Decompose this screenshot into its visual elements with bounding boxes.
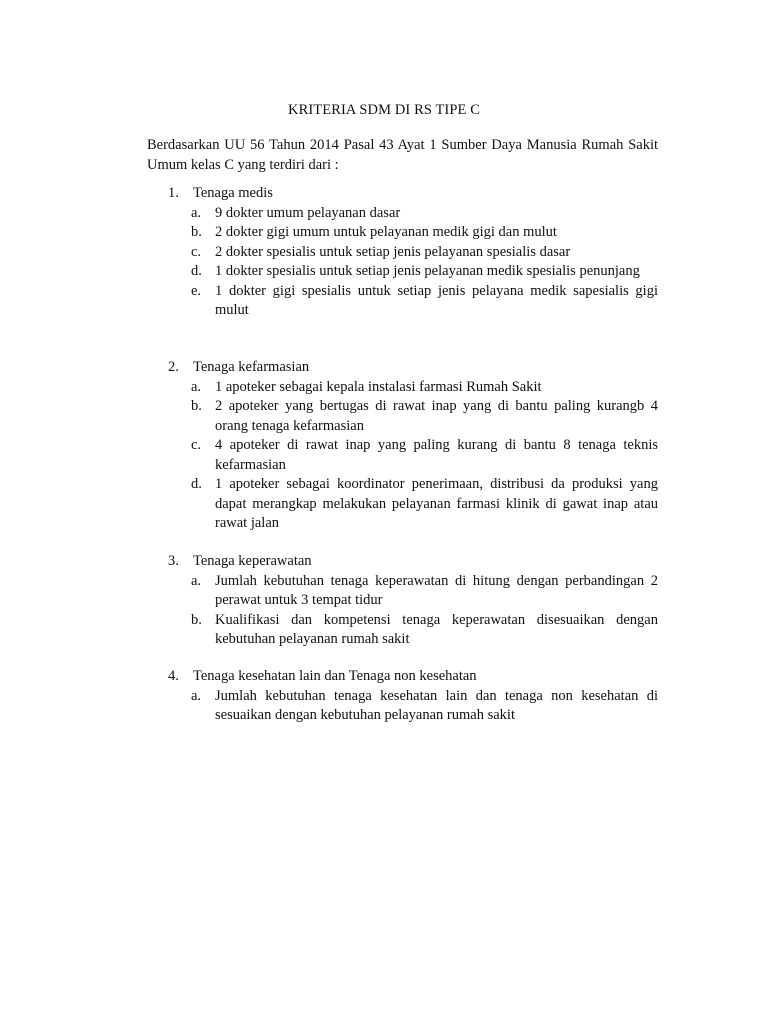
section-item-list xyxy=(147,378,658,534)
section-tenaga-keperawatan xyxy=(147,552,658,650)
section-number: 2. xyxy=(168,359,179,375)
section-heading-text: Tenaga kefarmasian xyxy=(193,359,310,375)
section-number: 3. xyxy=(168,553,179,569)
section-tenaga-medis xyxy=(147,184,658,321)
item-letter: a. xyxy=(191,378,202,395)
list-item xyxy=(147,572,658,611)
item-text: Jumlah kebutuhan tenaga kesehatan lain dan tenaga non kesehatan di sesuaikan dengan kebutuhan pelayanan rumah sakit xyxy=(215,687,658,723)
section-heading-text: Tenaga medis xyxy=(193,185,273,201)
section-heading-text: Tenaga keperawatan xyxy=(193,553,312,569)
item-letter: a. xyxy=(191,687,202,704)
item-text: 1 apoteker sebagai kepala instalasi farmasi Rumah Sakit xyxy=(215,378,542,395)
section-number: 1. xyxy=(168,185,179,201)
section-tenaga-kefarmasian xyxy=(147,358,658,534)
section-item-list xyxy=(147,204,658,321)
section-item-list xyxy=(147,687,658,726)
section-heading-text: Tenaga kesehatan lain dan Tenaga non kesehatan xyxy=(193,668,477,684)
item-letter: d. xyxy=(191,263,202,279)
section-item-list xyxy=(147,572,658,650)
section-heading xyxy=(147,184,658,204)
item-letter: b. xyxy=(191,611,202,628)
item-text: 2 dokter gigi umum untuk pelayanan medik gigi dan mulut xyxy=(215,224,557,240)
item-text: Kualifikasi dan kompetensi tenaga keperawatan disesuaikan dengan kebutuhan pelayanan rumah sakit xyxy=(215,611,658,647)
section-heading xyxy=(147,358,658,378)
item-letter: a. xyxy=(191,204,202,221)
list-item xyxy=(147,223,658,243)
list-item xyxy=(147,397,658,436)
item-text: 1 dokter gigi spesialis untuk setiap jenis pelayana medik sapesialis gigi mulut xyxy=(215,282,658,318)
item-letter: c. xyxy=(191,437,202,453)
list-item xyxy=(147,204,658,224)
section-heading xyxy=(147,667,658,687)
list-item xyxy=(147,687,658,726)
item-letter: b. xyxy=(191,398,202,414)
section-number: 4. xyxy=(168,668,179,684)
list-item xyxy=(147,243,658,263)
list-item xyxy=(147,282,658,321)
item-letter: c. xyxy=(191,243,202,260)
item-letter: e. xyxy=(191,282,202,299)
item-text: 2 dokter spesialis untuk setiap jenis pelayanan spesialis dasar xyxy=(215,243,571,260)
item-text: 9 dokter umum pelayanan dasar xyxy=(215,204,401,221)
section-tenaga-kesehatan-lain xyxy=(147,667,658,726)
item-letter: b. xyxy=(191,224,202,240)
list-item xyxy=(147,436,658,475)
list-item xyxy=(147,611,658,650)
list-item xyxy=(147,262,658,282)
item-text: 2 apoteker yang bertugas di rawat inap yang di bantu paling kurangb 4 orang tenaga kefarmasian xyxy=(215,398,658,434)
document-title: KRITERIA SDM DI RS TIPE C xyxy=(288,102,480,118)
item-text: 4 apoteker di rawat inap yang paling kurang di bantu 8 tenaga teknis kefarmasian xyxy=(215,437,658,473)
list-item xyxy=(147,378,658,398)
section-heading xyxy=(147,552,658,572)
item-text: 1 dokter spesialis untuk setiap jenis pelayanan medik spesialis penunjang xyxy=(215,263,640,279)
item-letter: d. xyxy=(191,476,202,492)
intro-paragraph: Berdasarkan UU 56 Tahun 2014 Pasal 43 Ayat 1 Sumber Daya Manusia Rumah Sakit Umum kelas C yang terdiri dari : xyxy=(147,137,658,173)
item-letter: a. xyxy=(191,572,202,589)
item-text: Jumlah kebutuhan tenaga keperawatan di hitung dengan perbandingan 2 perawat untuk 3 tempat tidur xyxy=(215,572,658,608)
list-item xyxy=(147,475,658,534)
item-text: 1 apoteker sebagai koordinator penerimaan, distribusi da produksi yang dapat merangkap melakukan pelayanan farmasi klinik di gawat inap atau rawat jalan xyxy=(215,476,658,531)
